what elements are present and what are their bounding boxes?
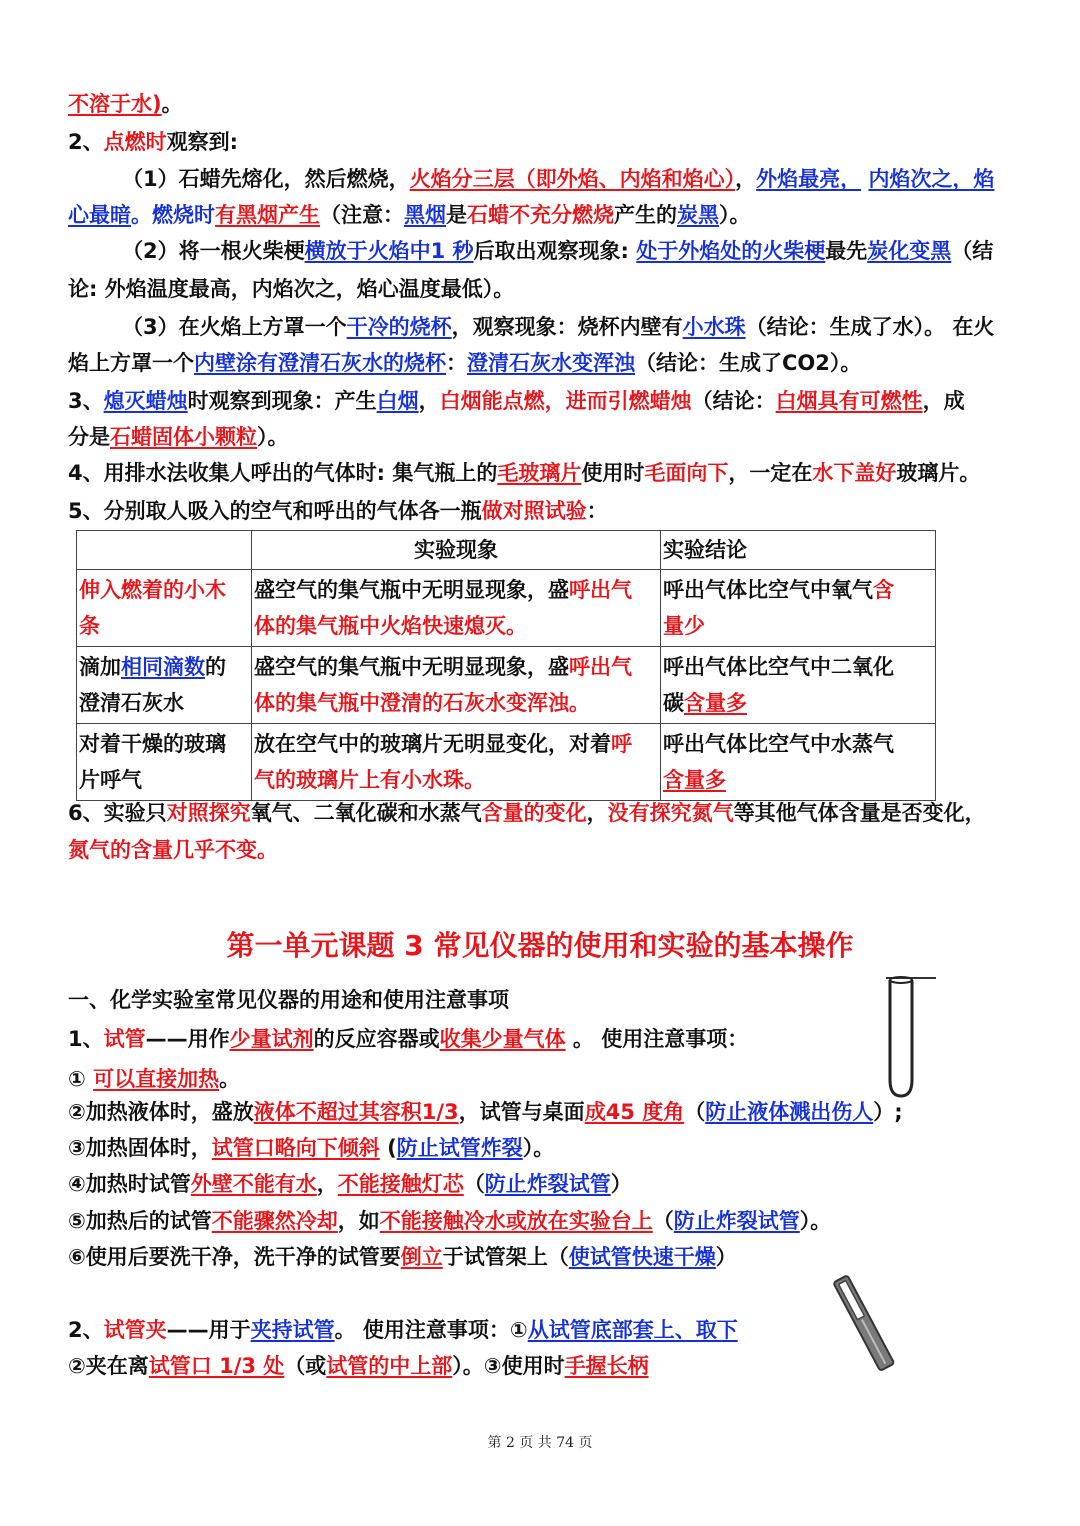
text-red: 量少 (663, 614, 705, 638)
text: 片呼气 (79, 768, 142, 792)
text: 的反应容器或 (313, 1027, 440, 1051)
line-4 (68, 200, 1018, 230)
table-cell (252, 570, 661, 647)
text: ， (316, 1172, 338, 1196)
text: 。 使用注意事项： (565, 1027, 749, 1051)
text-blue: 黑烟 (404, 203, 446, 227)
text: ，观察现象：烧杯内壁有 (451, 315, 683, 339)
text: 呼出气体比空气中二氧化 (663, 655, 894, 679)
line-3 (122, 164, 1072, 194)
text: ）。 (257, 425, 289, 449)
text: ②加热液体时，盛放 (68, 1100, 254, 1124)
text-blue: 内焰次之，焰 (868, 167, 995, 191)
text: 盛空气的集气瓶中无明显现象，盛 (254, 655, 569, 679)
text-blue: 防止炸裂试管 (484, 1172, 611, 1196)
text-blue: 小水珠 (682, 315, 746, 339)
line-t6 (68, 1206, 1018, 1236)
text: 是 (446, 203, 467, 227)
text-blue: 心最暗 (68, 203, 131, 227)
text-blue: 横放于火焰中1 秒 (304, 239, 474, 263)
text-blue: 。燃烧时 (131, 203, 215, 227)
text: 论: 外焰温度最高，内焰次之，焰心温度最低）。 (68, 277, 515, 301)
line-2 (68, 127, 1018, 157)
table-cell (661, 647, 936, 724)
text-blue: 炭黑 (677, 203, 719, 227)
text: ，一定在 (728, 461, 813, 485)
line-7 (122, 312, 1072, 342)
text: 。 (219, 1067, 241, 1091)
text: 观察到: (166, 130, 239, 154)
text-blue: 夹持试管 (250, 1318, 335, 1342)
text: 等其他气体含量是否变化， (733, 801, 986, 825)
text: 时观察到现象：产生 (187, 389, 377, 413)
text: （结 (951, 239, 994, 263)
text: 2、 (68, 130, 104, 154)
text-blue: 防止试管炸裂 (396, 1136, 523, 1160)
text: ： (586, 499, 608, 523)
text-red: 气的玻璃片上有小水珠。 (254, 768, 485, 792)
text: 的 (205, 655, 226, 679)
text: 1、 (68, 1027, 104, 1051)
text: ） (715, 1245, 737, 1269)
text-blue: 炭化变黑 (867, 239, 952, 263)
test-tube-icon (884, 974, 940, 1104)
text-blue: 白烟 (376, 389, 419, 413)
text: 一、化学实验室常见仪器的用途和使用注意事项 (68, 988, 509, 1012)
text-red: 白烟具有可燃性 (775, 389, 923, 413)
text: 5、分别取人吸入的空气和呼出的气体各一瓶 (68, 499, 482, 523)
text-blue: 外焰最亮， (756, 167, 862, 191)
text: ——用作 (145, 1027, 230, 1051)
text-red: 试管的中上部 (326, 1354, 453, 1378)
text: 对着干燥的玻璃 (79, 732, 226, 756)
text: ）。 (799, 1209, 832, 1233)
text: 2、 (68, 1318, 104, 1342)
table-cell (661, 724, 936, 801)
text: （2）将一根火柴梗 (122, 239, 305, 263)
table-header-cell (77, 531, 252, 570)
text-blue: 干冷的烧杯 (346, 315, 452, 339)
text: ） (610, 1172, 632, 1196)
section-heading (68, 985, 1018, 1015)
line-t2 (68, 1064, 1018, 1094)
text-red: 不溶于水) (68, 92, 162, 116)
text-red: 毛面向下 (644, 461, 729, 485)
line-9 (68, 386, 1018, 416)
text-red: 含量多 (684, 691, 747, 715)
text: （ (652, 1209, 674, 1233)
text: ： (446, 351, 467, 375)
text: ④加热时试管 (68, 1172, 191, 1196)
text: ——用于 (166, 1318, 251, 1342)
table-cell (77, 570, 252, 647)
text-red: 收集少量气体 (439, 1027, 566, 1051)
text: 于试管架上（ (442, 1245, 569, 1269)
text: 最先 (825, 239, 868, 263)
text: ）。 (522, 1136, 555, 1160)
text: （结论：生成了CO2）。 (635, 351, 862, 375)
line-14 (68, 835, 1018, 865)
text: （结论： (691, 389, 776, 413)
text: 氧气、二氧化碳和水蒸气 (250, 801, 482, 825)
table-cell (77, 647, 252, 724)
table-row (77, 570, 936, 647)
text-red: 试管口 1/3 处 (148, 1354, 285, 1378)
text: 玻璃片。 (896, 461, 981, 485)
text: 碳 (663, 691, 684, 715)
text-blue: 处于外焰处的火柴梗 (636, 239, 826, 263)
line-t1 (68, 1024, 1018, 1054)
text-blue: 从试管底部套上、取下 (527, 1318, 738, 1342)
text-red: 石蜡固体小颗粒 (110, 425, 257, 449)
text: ②夹在离 (68, 1354, 149, 1378)
text: （1）石蜡先熔化，然后燃烧， (122, 167, 410, 191)
table-header-row (77, 531, 936, 570)
text-red: 水下盖好 (812, 461, 897, 485)
line-6 (68, 274, 1018, 304)
text: ⑤加热后的试管 (68, 1209, 212, 1233)
text: 。 使用注意事项：① (334, 1318, 528, 1342)
text: 4、用排水法收集人呼出的气体时: 集气瓶上的 (68, 461, 498, 485)
text-red: 火焰分三层（即外焰、内焰和焰心） (409, 167, 736, 191)
text: ， (735, 167, 757, 191)
text: ， (418, 389, 440, 413)
text: 呼出气体比空气中氧气 (663, 578, 873, 602)
text-red: 伸入燃着的小木 (79, 578, 226, 602)
line-5 (122, 236, 1072, 266)
text: ⑥使用后要洗干净，洗干净的试管要 (68, 1245, 401, 1269)
text-red: 试管夹 (103, 1318, 167, 1342)
text: （ (463, 1172, 485, 1196)
text-red: 体的集气瓶中火焰快速熄灭。 (254, 614, 527, 638)
text: （注意： (320, 203, 404, 227)
text: ）; (873, 1100, 903, 1124)
text-red: 做对照试验 (481, 499, 587, 523)
text: 放在空气中的玻璃片无明显变化，对着 (254, 732, 611, 756)
text-red: 不能骤然冷却 (211, 1209, 338, 1233)
line-10 (68, 422, 1018, 452)
text: 分是 (68, 425, 110, 449)
text: 焰上方罩一个 (68, 351, 194, 375)
line-t5 (68, 1169, 1018, 1199)
text-red: 条 (79, 614, 100, 638)
text: 产生的 (614, 203, 677, 227)
text-red: 毛玻璃片 (497, 461, 582, 485)
line-12 (68, 496, 1018, 526)
text-blue: 澄清石灰水变浑浊 (467, 351, 635, 375)
line-1 (68, 89, 1018, 119)
text: ，如 (337, 1209, 380, 1233)
text-red: 含量的变化 (481, 801, 587, 825)
line-13 (68, 798, 1018, 828)
table-row (77, 647, 936, 724)
text: （或 (284, 1354, 327, 1378)
text-red: 不能接触冷水或放在实验台上 (379, 1209, 653, 1233)
text-red: 少量试剂 (229, 1027, 314, 1051)
text: （ (684, 1100, 706, 1124)
page-footer: 第 2 页 共 74 页 (487, 1435, 593, 1451)
line-t4 (68, 1133, 1018, 1163)
table-row (77, 724, 936, 801)
text-red: 呼 (611, 732, 632, 756)
text-red: 石蜡不充分燃烧 (467, 203, 614, 227)
text: ( (379, 1136, 397, 1160)
text-red: 含量多 (663, 768, 726, 792)
text-red: 点燃时 (103, 130, 167, 154)
experiment-table (76, 530, 936, 801)
text: ， (586, 801, 608, 825)
text: （结论：生成了水）。 在火 (745, 315, 995, 339)
text-red: 有黑烟产生 (215, 203, 320, 227)
text-red: 手握长柄 (564, 1354, 649, 1378)
text: （3）在火焰上方罩一个 (122, 315, 347, 339)
text: ，试管与桌面 (458, 1100, 585, 1124)
text: ）。③使用时 (452, 1354, 565, 1378)
section-title: 第一单元课题 3 常见仪器的使用和实验的基本操作 (226, 929, 854, 962)
text-red: 试管口略向下倾斜 (211, 1136, 380, 1160)
table-cell (252, 724, 661, 801)
text-red: 成45 度角 (584, 1100, 685, 1124)
text: ① (68, 1067, 94, 1091)
text-red: 氮气的含量几乎不变。 (68, 838, 278, 862)
text: 后取出观察现象: (473, 239, 637, 263)
text: 滴加 (79, 655, 121, 679)
text: 澄清石灰水 (79, 691, 184, 715)
text: ）。 (719, 203, 751, 227)
text-blue: 防止炸裂试管 (673, 1209, 800, 1233)
text: 使用时 (581, 461, 645, 485)
text-red: 不能接触灯芯 (337, 1172, 464, 1196)
line-8 (68, 348, 1018, 378)
table-cell (77, 724, 252, 801)
text-blue: 内壁涂有澄清石灰水的烧杯 (194, 351, 446, 375)
text-red: 试管 (103, 1027, 146, 1051)
table-header-cell: 实验结论 (661, 531, 936, 570)
text-blue: 相同滴数 (121, 655, 205, 679)
table-header-cell: 实验现象 (252, 531, 661, 570)
text-red: 液体不超过其容积1/3 (253, 1100, 459, 1124)
text-blue: 使试管快速干燥 (568, 1245, 716, 1269)
line-11 (68, 458, 1018, 488)
text-blue: 熄灭蜡烛 (103, 389, 188, 413)
table-cell (252, 647, 661, 724)
table-cell (661, 570, 936, 647)
text-red: 体的集气瓶中澄清的石灰水变浑浊。 (254, 691, 590, 715)
line-t3 (68, 1097, 1018, 1127)
text-red: 呼出气 (569, 578, 632, 602)
text: 。 (161, 92, 183, 116)
text-red: 含 (873, 578, 894, 602)
text: 3、 (68, 389, 104, 413)
text-red: 呼出气 (569, 655, 632, 679)
text-red: 外壁不能有水 (190, 1172, 317, 1196)
text-red: 可以直接加热 (93, 1067, 220, 1091)
text: ③加热固体时， (68, 1136, 212, 1160)
text-blue: 防止液体溅出伤人 (705, 1100, 874, 1124)
text-red: 没有探究氮气 (607, 801, 734, 825)
text: 6、实验只 (68, 801, 167, 825)
text-red: 白烟能点燃，进而引燃蜡烛 (439, 389, 692, 413)
text: ，成 (922, 389, 965, 413)
test-tube-holder-icon (818, 1268, 914, 1378)
text-red: 倒立 (400, 1245, 443, 1269)
text: 盛空气的集气瓶中无明显现象，盛 (254, 578, 569, 602)
text: 呼出气体比空气中水蒸气 (663, 732, 894, 756)
text-red: 对照探究 (166, 801, 251, 825)
